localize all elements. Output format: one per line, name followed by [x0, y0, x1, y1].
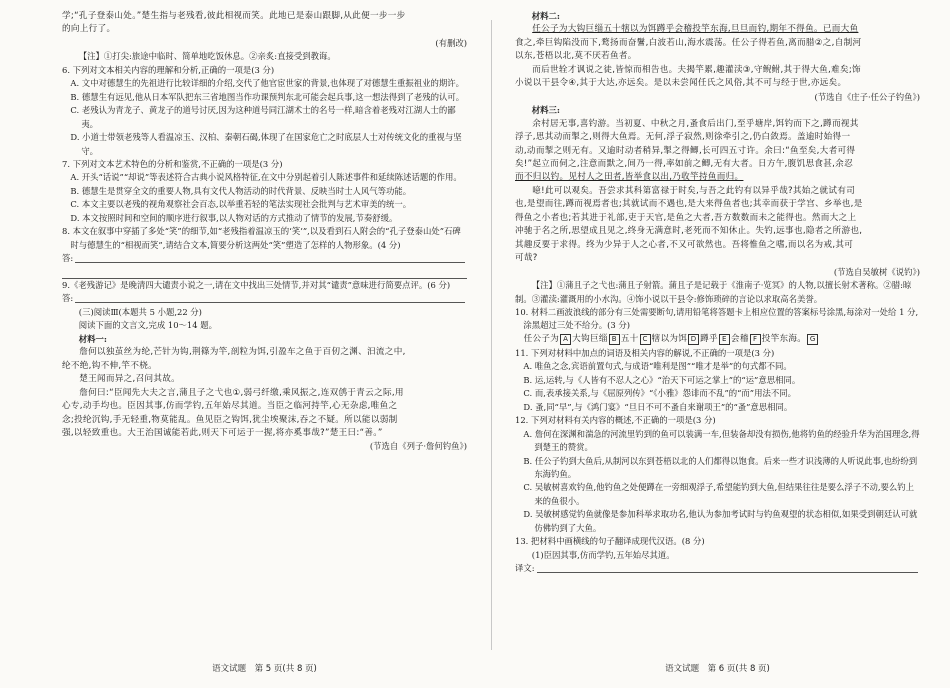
page-6-footer: 语文试题 第 6 页(共 8 页): [665, 664, 770, 674]
page-6-text-line: 可哉?: [515, 253, 538, 264]
page-6-text-line: B. 任公子钓到大鱼后,从制河以东到苍梧以北的人们都得以饱食。后来一些才识浅薄的人听说此事,也纷纷到东海钓鱼。: [523, 455, 918, 479]
answer-line-q9-label: 答:: [62, 293, 74, 304]
page-6-text-line: 10. 材料二画波浪线的部分有三处需要断句,请用铅笔将答题卡上相应位置的答案标号涂黑,每涂对一处给 1 分,涂黑超过三处不给分。(3 分): [515, 306, 919, 331]
sentence-segment: 任公子为: [523, 334, 560, 345]
page-6-text-line: 也,是望而往,蹲而视焉者也;其就试而不遇也,是大来得鱼者也;其幸而获于学宫、乡举也,是: [515, 199, 863, 210]
break-option-box[interactable]: G: [807, 334, 818, 345]
page-6-text-line: 矣!”起立而伺之,注意而默之,间乃一得,率如前之鲫,无有大者。日方午,腹饥思食甚,余忍: [515, 158, 853, 169]
page-6-text-line: 其趣反要于求得。终为少异于人之心者,不又可欲然也。吾将惟鱼之嗜,而以名为戒,其可: [515, 239, 854, 250]
break-option-box[interactable]: A: [560, 334, 571, 345]
page-5-text-line: B. 德慧生有远见,他从日本军队把东三省地图当作功课预判东北可能会起兵事,这一想法得到了老残的认可。: [70, 91, 465, 102]
page-5-text-line: 詹何以独茧丝为纶,芒针为钩,荆篠为竿,剖粒为饵,引盈车之鱼于百仞之渊、汩流之中,: [79, 347, 406, 358]
sentence-segment: 会稽: [730, 334, 749, 345]
page-6-text-line: 余村居无事,喜钓游。当初夏、中秋之月,蚤食后出门,至乎塘岸,饵钓而下之,蹲而视其: [532, 118, 859, 129]
sentence-segment: 大钩巨缁: [572, 334, 608, 345]
page-6-text-line: 得鱼之小者也;若其进于礼部,吏于天官,是鱼之大者,吾方数数而未之能得也。然而大之上: [515, 212, 857, 223]
page-6-text-line: (节选自《庄子·任公子钓鱼》): [814, 91, 920, 102]
translation-answer-line-rule: [537, 572, 918, 573]
page-5-text-line: 7. 下列对文本艺术特色的分析和鉴赏,不正确的一项是(3 分): [62, 158, 283, 169]
sentence-segment: 蹲乎: [700, 334, 718, 345]
page-5-text-line: 念;投纶沉钩,手无轻重,物莫能乱。鱼见臣之钩饵,犹尘埃聚沫,吞之不疑。所以能以弱制: [62, 414, 398, 425]
page-5-text-line: 材料一:: [78, 333, 108, 344]
page-6-text-line: D. 吴敏树感觉钓鱼就像是参加科举求取功名,他认为参加考试时与钓鱼观望的状态相似,如果受到朝廷认可就仿佛钓到了大鱼。: [523, 509, 918, 533]
page-6-text-line: (1)臣因其事,仿而学钓,五年始尽其道。: [531, 549, 675, 560]
break-option-box[interactable]: D: [688, 334, 699, 345]
page-5-text-line: (三)阅读Ⅲ(本题共 5 小题,22 分): [78, 306, 202, 317]
answer-line-q8-rule: [75, 262, 465, 263]
page-5-text-line: 6. 下列对文本相关内容的理解和分析,正确的一项是(3 分): [62, 64, 275, 75]
sentence-segment: 犗以为饵: [651, 334, 688, 345]
page-5-text-line: 心专,动手均也。臣因其事,仿而学钓,五年始尽其道。当臣之临河持竿,心无杂虑,唯鱼之: [62, 401, 398, 412]
answer-line-q8-label: 答:: [62, 253, 74, 264]
page-5-text-line: 楚王闻而异之,召问其故。: [79, 374, 181, 385]
page-6-text-line: 食之,牵巨钩陷没而下,鹜扬而奋鬐,白波若山,海水震荡。任公子得若鱼,离而腊②之,自制河: [515, 37, 862, 48]
page-5-text-line: C. 老残认为青龙子、黄龙子的道号讨厌,因为这种道号同江湖术士的名号一样,暗含着老残对江湖人士的鄙夷。: [70, 105, 456, 129]
page-5-text-line: 强,以轻致重也。大王治国诚能若此,则天下可运于一握,将亦奚事哉?”楚王曰:“善。”: [62, 428, 383, 438]
page-6-text-line: 【注】①蒲且子之弋也:蒲且子射箭。蒲且子是记载于《淮南子·览冥》的人物,以擅长射术著称。②腊:晾制。③灌渎:灌溉用的小水沟。④饰小说以干县令:修饰琐碎的言论以求取高名美誉。: [515, 280, 912, 304]
page-5: [62, 0, 467, 688]
page-6-text-line: 动,动而掣之则无有。又逾时动者稍异,掣之得鲫,长可四五寸许。余曰:“鱼至矣,大者可得: [515, 145, 856, 156]
page-5-text-line: (有删改): [435, 37, 467, 48]
sentence-segment: 投竿东海。: [761, 334, 807, 345]
page-5-text-line: A. 开头“话说”“却说”等表述符合古典小说风格特征,在文中分别起着引人陈述事件和延续陈述话题的作用。: [70, 172, 462, 183]
page-6-text-line: 13. 把材料中画横线的句子翻译成现代汉语。(8 分): [515, 536, 705, 547]
answer-line-q9[interactable]: [62, 292, 467, 305]
answer-line-q9-rule: [75, 302, 465, 303]
answer-blank-q8[interactable]: [62, 266, 467, 279]
page-6-text-line: B. 运,运转,与《人皆有不忍人之心》“治天下可运之掌上”的“运”意思相同。: [523, 374, 801, 385]
page-5-text-line: 纶不绝,钩不伸,竿不桡。: [62, 360, 158, 371]
page-6-text-line: 任公子为大钩巨缁五十犗以为饵蹲乎会稽投竿东海,旦旦而钓,期年不得鱼。已而大鱼: [532, 24, 859, 35]
page-6-text-line: C. 而,表承接关系,与《屈原列传》“《小雅》怨诽而不乱”的“而”用法不同。: [523, 388, 796, 399]
page-6-text-line: 材料三:: [531, 105, 561, 116]
translation-answer-line-label: 译文:: [515, 563, 535, 574]
sentence-break-boxes: [515, 333, 920, 347]
page-6-text-line: 冲驰于名之所,思望成且见之,终身无满意时,老死而不知休止。失钓,远事也,隐者之所游也,: [515, 226, 863, 237]
page-6-text-line: A. 唯鱼之念,宾语前置句式,与成语“唯利是图”“唯才是举”的句式都不同。: [523, 361, 792, 372]
page-6-text-line: 以东,苍梧以北,莫不厌若鱼者。: [515, 51, 637, 62]
page-6-text-line: C. 吴敏树喜欢钓鱼,他钓鱼之处便蹲在一旁细观浮子,希望能钓到大鱼,但结果往往是要么浮子不动,要么钓上来的鱼很小。: [523, 482, 914, 506]
page-6-content: [515, 0, 920, 576]
sentence-segment: 五十: [620, 334, 639, 345]
page-5-text-line: 学;“孔子登泰山处。”楚生指与老残看,彼此相视而笑。此地已是泰山跟脚,从此便一步一步: [62, 11, 406, 21]
page-6-text-line: A. 詹何在深渊和湍急的河流里钓到的鱼可以装满一车,但装备却没有损伤,他将钓鱼的经验升华为治国理念,得到楚王的赞赏。: [523, 428, 920, 453]
page-5-text-line: 【注】①打尖:旅途中临时、简单地吃饭休息。②亲炙:直接受到教诲。: [78, 51, 336, 62]
page-6-text-line: 而后世辁才讽说之徒,皆惊而相告也。夫揭竿累,趣灌渎③,守鲵鲋,其于得大鱼,难矣;饰: [532, 64, 861, 75]
page-5-text-line: 詹何曰:“臣闻先大夫之言,蒲且子之弋也①,弱弓纤缴,乘风振之,连双鸧于青云之际,用: [79, 387, 404, 398]
page-5-text-line: 9.《老残游记》是晚清四大谴责小说之一,请在文中找出三处情节,并对其“谴责”意味进行简要点评。(6 分): [62, 280, 451, 291]
page-6-text-line: 而不归以钓。见村人之田者,皆举食以出,乃收竿持鱼而归。: [515, 172, 744, 183]
page-5-text-line: (节选自《列子·詹何钓鱼》): [369, 441, 467, 452]
page-5-content: [62, 0, 467, 454]
break-option-box[interactable]: C: [640, 334, 651, 345]
break-option-box[interactable]: B: [609, 334, 620, 345]
page-6-text-line: 11. 下列对材料中加点的词语及相关内容的解说,不正确的一项是(3 分): [515, 347, 775, 358]
page-6-text-line: 噫!此可以观矣。吾尝求其科第富禄于时矣,与吾之此钓有以异乎哉?其始之就试有司: [532, 185, 856, 196]
page-5-text-line: A. 文中对德慧生的先祖进行比较详细的介绍,交代了他官宦世家的背景,也体现了对德慧生重振祖业的期许。: [70, 78, 464, 89]
page-6-text-line: 12. 下列对材料有关内容的概述,不正确的一项是(3 分): [515, 415, 716, 426]
page-6-text-line: 材料二:: [531, 11, 561, 21]
page-6-text-line: D. 蚤,同“早”,与《鸿门宴》“旦日不可不蚤自来谢项王”的“蚤”意思相同。: [523, 401, 793, 412]
page-6-text-line: (节选自吴敏树《说钓》): [833, 266, 920, 277]
page-5-text-line: 阅读下面的文言文,完成 10～14 题。: [78, 320, 217, 331]
page-5-text-line: B. 德慧生是贯穿全文的重要人物,具有文代人物活动的时代背景、反映当时士人风气等功能。: [70, 185, 412, 196]
page-6: [515, 0, 920, 688]
page-divider: [491, 20, 492, 650]
break-option-box[interactable]: E: [719, 334, 730, 345]
page-6-text-line: 小说以干县令④,其于大达,亦远矣。是以未尝闻任氏之风俗,其不可与经于世,亦远矣。: [515, 78, 847, 89]
translation-answer-line[interactable]: [515, 562, 920, 575]
page-6-text-line: 浮子,思其动而掣之,则得大鱼焉。无何,浮子寂然,则徐牵引之,仍白敛焉。盖逾时始得一: [515, 132, 851, 143]
break-option-box[interactable]: F: [750, 334, 761, 345]
page-5-text-line: D. 小道士带领老残等人看温凉玉、汉柏、秦朝石碣,体现了在国家危亡之时底层人士对传统文化的重视与坚守。: [70, 132, 462, 156]
page-5-text-line: 的向上行了。: [62, 24, 116, 35]
answer-line-q8[interactable]: [62, 252, 467, 265]
page-5-footer: 语文试题 第 5 页(共 8 页): [212, 664, 317, 674]
page-5-text-line: C. 本文主要以老残的视角观察社会百态,以举重若轻的笔法实现社会批判与艺术审美的统一。: [70, 199, 412, 210]
page-5-text-line: D. 本文按照时间和空间的顺序进行叙事,以人物对话的方式推动了情节的发展,节奏舒缓。: [70, 212, 398, 223]
page-5-text-line: 8. 本文在叙事中穿插了多处“笑”的细节,如“老残指着温凉玉的‘笑’”,以及看到石人附会的“孔子登泰山处”石碑时与德慧生的“相视而笑”,请结合文本,简要分析这两处“笑”塑造了怎样的人物形象。(4 分): [62, 226, 461, 250]
